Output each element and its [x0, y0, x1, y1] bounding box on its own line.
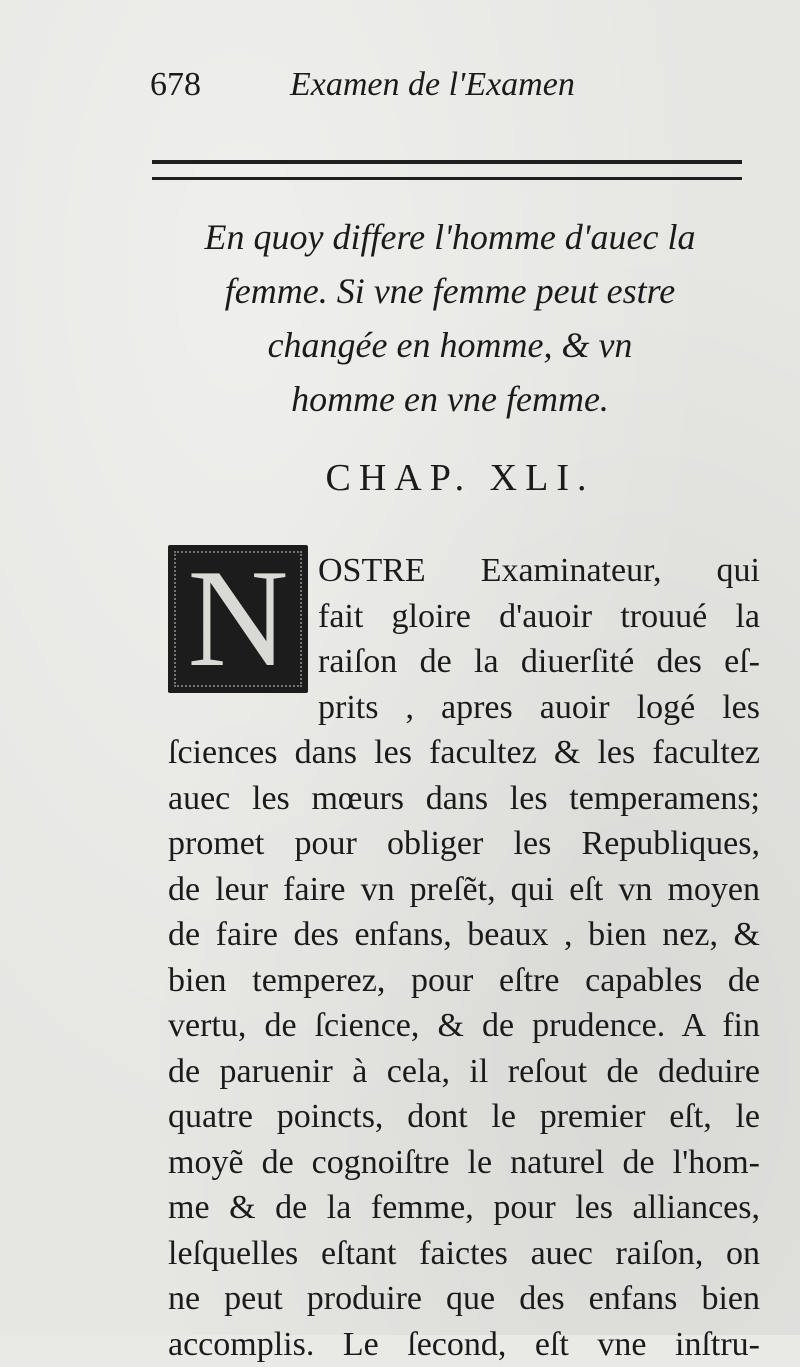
chapter-heading: CHAP. XLI.: [170, 456, 750, 500]
text-line: bien temperez, pour eſtre capables de: [168, 958, 760, 1004]
text-line: de faire des enfans, beaux , bien nez, &: [168, 912, 760, 958]
text-line: quatre poincts, dont le premier eſt, le: [168, 1094, 760, 1140]
text-line: accomplis. Le ſecond, eſt vne inſtru-: [168, 1322, 760, 1367]
text-line: leſquelles eſtant faictes auec raiſon, on: [168, 1231, 760, 1277]
text-line: raiſon de la diuerſité des eſ-: [318, 639, 760, 685]
summary-line: femme. Si vne femme peut estre: [160, 264, 740, 318]
text-line: auec les mœurs dans les temperamens;: [168, 776, 760, 822]
running-head: Examen de l'Examen: [290, 66, 575, 104]
text-line: promet pour obliger les Republiques,: [168, 821, 760, 867]
summary-line: En quoy differe l'homme d'auec la: [160, 210, 740, 264]
page-header: [150, 62, 730, 112]
text-line: de leur faire vn preſẽt, qui eſt vn moyen: [168, 867, 760, 913]
drop-cap-letter: N: [187, 549, 288, 689]
text-line: OSTRE Examinateur, qui: [318, 548, 760, 594]
header-rule-top: [152, 160, 742, 164]
page-number: 678: [150, 66, 201, 104]
text-line: ne peut produire que des enfans bien: [168, 1276, 760, 1322]
text-line: fait gloire d'auoir trouué la: [318, 594, 760, 640]
text-line: prits , apres auoir logé les: [318, 685, 760, 731]
summary-line: homme en vne femme.: [160, 372, 740, 426]
text-line: de paruenir à cela, il reſout de deduire: [168, 1049, 760, 1095]
text-line: me & de la femme, pour les alliances,: [168, 1185, 760, 1231]
body-text: [168, 548, 760, 1367]
summary-line: changée en homme, & vn: [160, 318, 740, 372]
chapter-summary: [160, 210, 740, 426]
text-line: vertu, de ſcience, & de prudence. A fin: [168, 1003, 760, 1049]
header-rule-bottom: [152, 177, 742, 180]
text-line: ſciences dans les facultez & les facultez: [168, 730, 760, 776]
text-line: moyẽ de cognoiſtre le naturel de l'hom-: [168, 1140, 760, 1186]
